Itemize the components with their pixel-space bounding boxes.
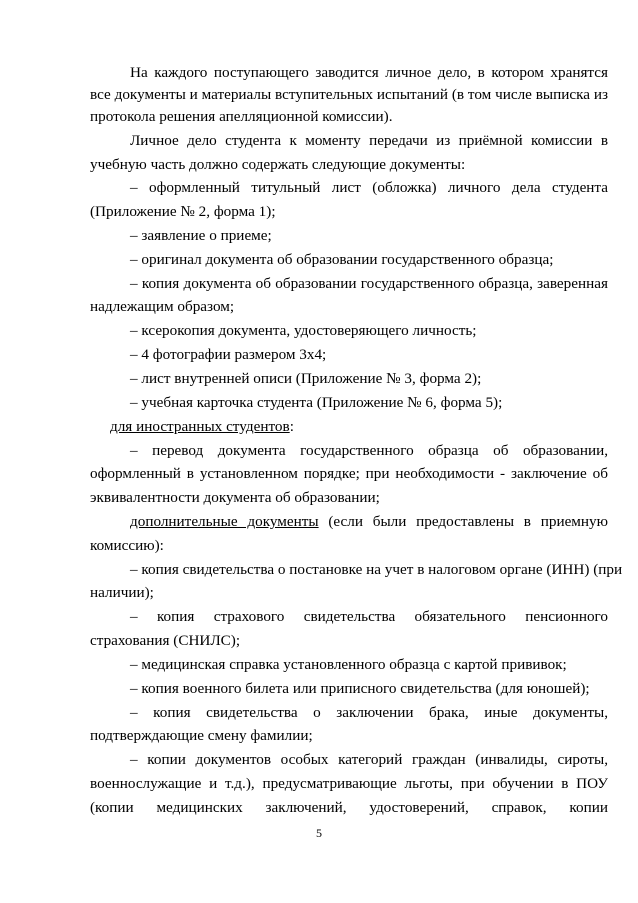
text-line: военнослужащие и т.д.), предусматривающие льготы, при обучении в ПОУ bbox=[90, 775, 608, 792]
list-item: – ксерокопия документа, удостоверяющего личность; bbox=[130, 322, 477, 339]
list-item: – заявление о приеме; bbox=[130, 227, 272, 244]
text-line: (Приложение № 2, форма 1); bbox=[90, 203, 276, 220]
list-item: – 4 фотографии размером 3х4; bbox=[130, 346, 327, 363]
list-item: – перевод документа государственного образца об образовании, bbox=[130, 442, 608, 459]
text-line: эквивалентности документа об образовании; bbox=[90, 489, 380, 506]
text-line: наличии); bbox=[90, 584, 154, 601]
text-line: комиссию): bbox=[90, 537, 164, 554]
text-line: протокола решения апелляционной комиссии). bbox=[90, 108, 393, 125]
list-item: – копия документа об образовании государственного образца, заверенная bbox=[130, 275, 608, 292]
text-line: все документы и материалы вступительных испытаний (в том числе выписка из bbox=[90, 86, 608, 103]
list-item: – копия военного билета или приписного свидетельства (для юношей); bbox=[130, 680, 590, 697]
list-item: – оригинал документа об образовании государственного образца; bbox=[130, 251, 554, 268]
list-item: – копия страхового свидетельства обязательного пенсионного bbox=[130, 608, 608, 625]
text-line: – оформленный титульный лист (обложка) личного дела студента bbox=[130, 179, 608, 196]
additional-documents-note: (если были предоставлены в приемную bbox=[318, 513, 608, 530]
list-item: – учебная карточка студента (Приложение № 6, форма 5); bbox=[130, 394, 503, 411]
text-line: Личное дело студента к моменту передачи из приёмной комиссии в bbox=[130, 132, 608, 149]
foreign-students-heading bbox=[110, 416, 608, 438]
text-line: подтверждающие смену фамилии; bbox=[90, 727, 313, 744]
text-line: оформленный в установленном порядке; при необходимости - заключение об bbox=[90, 465, 608, 482]
heading-colon: : bbox=[289, 418, 294, 435]
list-item: – медицинская справка установленного образца с картой прививок; bbox=[130, 656, 567, 673]
text-line: страхования (СНИЛС); bbox=[90, 632, 241, 649]
additional-documents-heading bbox=[130, 511, 608, 533]
page-number: 5 bbox=[316, 826, 322, 840]
text-line: На каждого поступающего заводится личное дело, в котором хранятся bbox=[130, 64, 608, 81]
list-item: – копии документов особых категорий граждан (инвалиды, сироты, bbox=[130, 751, 608, 768]
text-line: надлежащим образом; bbox=[90, 298, 235, 315]
additional-documents-label: дополнительные документы bbox=[130, 513, 319, 530]
list-item: – копия свидетельства о постановке на учет в налоговом органе (ИНН) (при bbox=[130, 561, 623, 578]
list-item: – лист внутренней описи (Приложение № 3, форма 2); bbox=[130, 370, 482, 387]
text-line: учебную часть должно содержать следующие документы: bbox=[90, 156, 466, 173]
list-item: – копия свидетельства о заключении брака, иные документы, bbox=[130, 704, 608, 721]
foreign-students-label: для иностранных студентов bbox=[110, 418, 290, 435]
text-line: (копии медицинских заключений, удостоверений, справок, копии bbox=[90, 799, 608, 816]
